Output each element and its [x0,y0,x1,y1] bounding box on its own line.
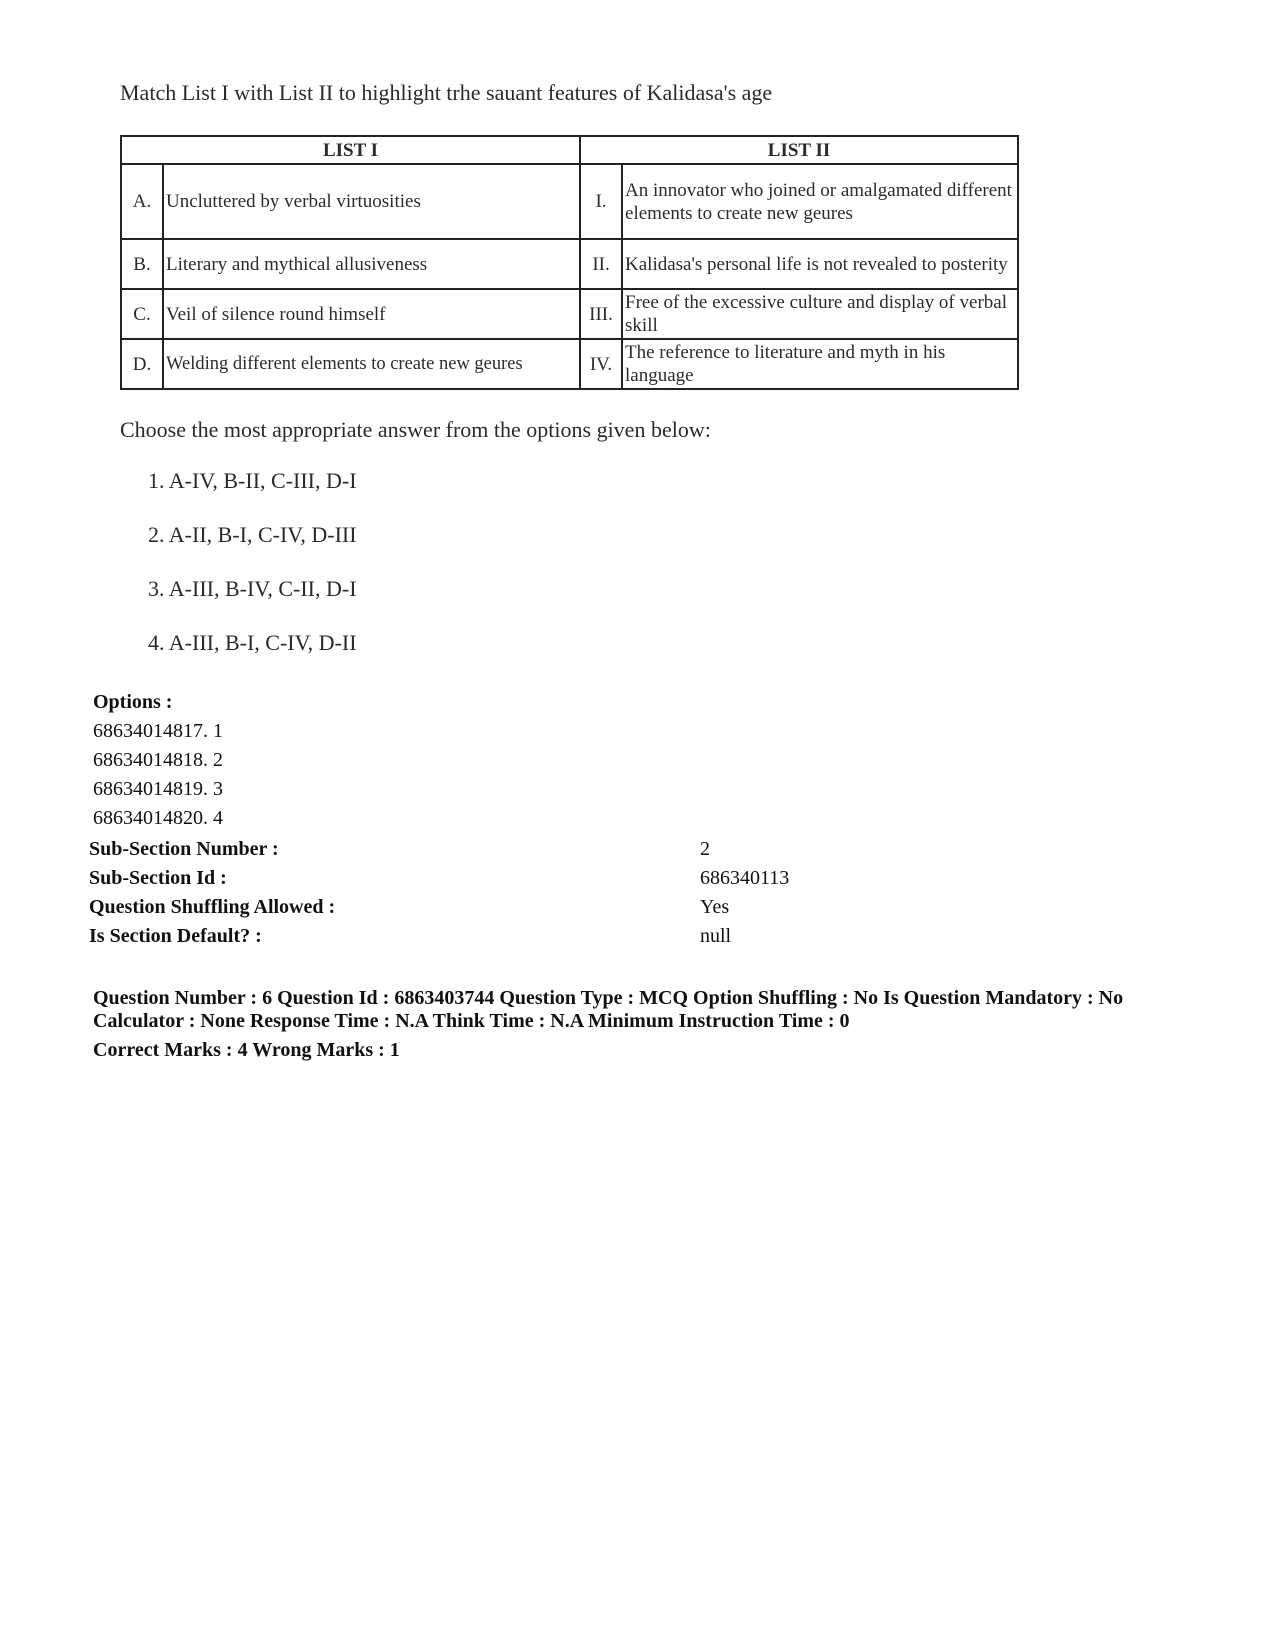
list1-label: B. [121,239,163,289]
list2-text: Kalidasa's personal life is not revealed to posterity [622,239,1018,289]
list1-text: Welding different elements to create new geures [163,339,580,389]
options-heading: Options : [93,691,173,713]
table-row [121,289,1018,339]
list1-text: Uncluttered by verbal virtuosities [163,164,580,239]
question-meta-line: Question Number : 6 Question Id : 6863403744 Question Type : MCQ Option Shuffling : No Is Question Mandatory : No [93,987,1124,1009]
subsection-id-label: Sub-Section Id : [89,867,227,889]
question-meta-line: Calculator : None Response Time : N.A Think Time : N.A Minimum Instruction Time : 0 [93,1010,850,1032]
section-default-value: null [700,925,732,947]
section-default-label: Is Section Default? : [89,925,262,947]
question-shuffling-label: Question Shuffling Allowed : [89,896,336,918]
choice-item: 1. A-IV, B-II, C-III, D-I [148,468,357,493]
list2-text: Free of the excessive culture and display of verbal skill [622,289,1018,339]
list1-label: C. [121,289,163,339]
match-table [120,135,1019,390]
instruction-text: Choose the most appropriate answer from the options given below: [120,417,711,442]
list1-label: D. [121,339,163,389]
subsection-id-value: 686340113 [700,867,790,889]
question-title: Match List I with List II to highlight trhe sauant features of Kalidasa's age [120,80,773,105]
list2-text: The reference to literature and myth in his language [622,339,1018,389]
option-item: 68634014819. 3 [93,778,223,800]
option-item: 68634014820. 4 [93,807,223,829]
subsection-number-value: 2 [700,838,710,860]
list2-header: LIST II [580,136,1018,164]
list2-label: IV. [580,339,622,389]
question-shuffling-value: Yes [700,896,730,918]
list1-text: Veil of silence round himself [163,289,580,339]
choice-item: 3. A-III, B-IV, C-II, D-I [148,576,357,601]
list1-header: LIST I [121,136,580,164]
table-row [121,239,1018,289]
option-item: 68634014818. 2 [93,749,223,771]
choice-item: 4. A-III, B-I, C-IV, D-II [148,630,357,655]
marks-line: Correct Marks : 4 Wrong Marks : 1 [93,1039,400,1061]
list2-text: An innovator who joined or amalgamated different elements to create new geures [622,164,1018,239]
list2-label: II. [580,239,622,289]
subsection-number-label: Sub-Section Number : [89,838,279,860]
list1-text: Literary and mythical allusiveness [163,239,580,289]
list1-label: A. [121,164,163,239]
list2-label: III. [580,289,622,339]
option-item: 68634014817. 1 [93,720,223,742]
table-row [121,339,1018,389]
table-header-row [121,136,1018,164]
list2-label: I. [580,164,622,239]
table-row [121,164,1018,239]
choice-item: 2. A-II, B-I, C-IV, D-III [148,522,357,547]
